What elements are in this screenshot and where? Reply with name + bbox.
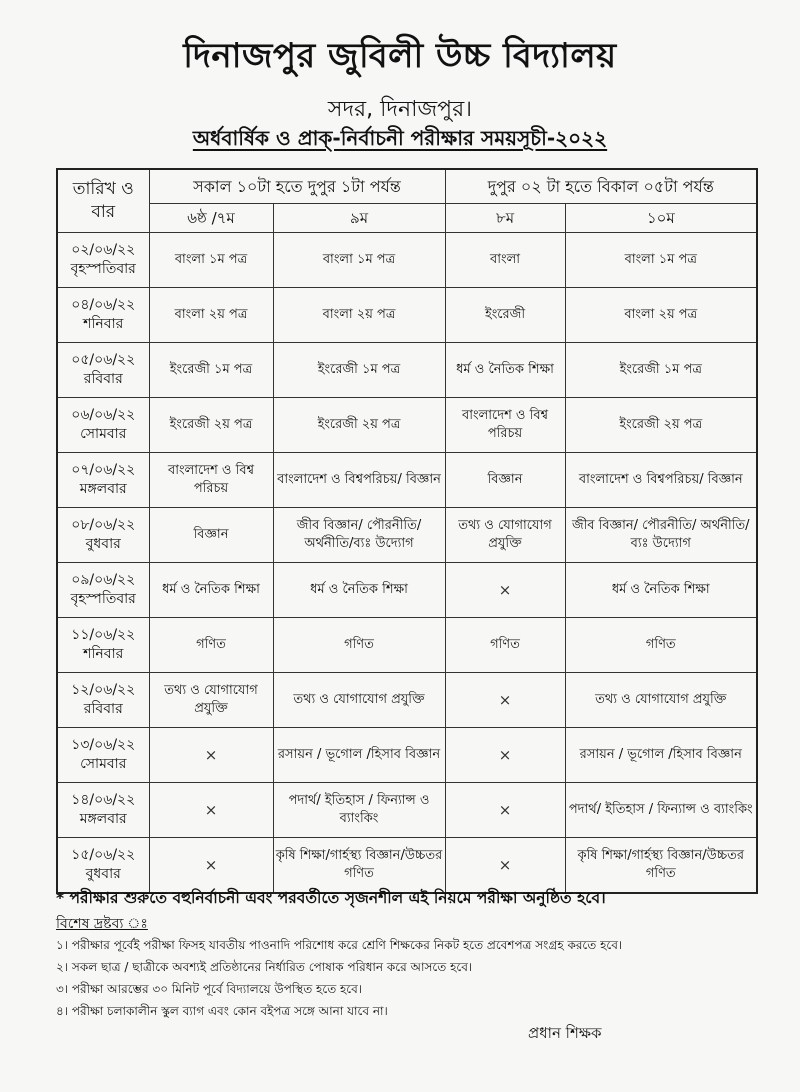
subject-cell-c9: কৃষি শিক্ষা/গার্হস্থ্য বিজ্ঞান/উচ্চতর গণিত — [273, 838, 445, 893]
subject-cell-c9: ইংরেজী ২য় পত্র — [273, 398, 445, 453]
subject-cell-c9: বাংলাদেশ ও বিশ্বপরিচয়/ বিজ্ঞান — [273, 453, 445, 508]
subject-cell-c8: তথ্য ও যোগাযোগ প্রযুক্তি — [445, 508, 565, 563]
date-cell — [57, 508, 149, 563]
afternoon-session-header: দুপুর ০২ টা হতে বিকাল ০৫টা পর্যন্ত — [445, 169, 757, 204]
schedule-body — [57, 233, 757, 893]
date-cell — [57, 563, 149, 618]
subject-cell-c10: বাংলা ১ম পত্র — [565, 233, 757, 288]
subject-cell-c9: জীব বিজ্ঞান/ পৌরনীতি/ অর্থনীতি/ব্যঃ উদ্যোগ — [273, 508, 445, 563]
exam-date: ১৪/০৬/২২ — [71, 792, 136, 809]
exam-date: ০৪/০৬/২২ — [71, 297, 136, 314]
subject-cell-c9: ধর্ম ও নৈতিক শিক্ষা — [273, 563, 445, 618]
exam-date: ১৫/০৬/২২ — [71, 846, 136, 863]
table-row — [57, 398, 757, 453]
exam-day: শনিবার — [83, 316, 124, 332]
subject-cell-c67: × — [149, 838, 273, 893]
subject-cell-c8: গণিত — [445, 618, 565, 673]
class-header-9: ৯ম — [273, 204, 445, 233]
instruction-item: ২। সকল ছাত্র / ছাত্রীকে অবশ্যই প্রতিষ্ঠানের নির্ধারিত পোষাক পরিধান করে আসতে হবে। — [56, 960, 473, 974]
exam-day: বুধবার — [85, 865, 121, 882]
exam-date: ০৯/০৬/২২ — [71, 572, 136, 589]
subject-cell-c67: × — [149, 728, 273, 783]
exam-schedule-table — [56, 168, 758, 894]
exam-day: শনিবার — [83, 646, 124, 662]
subject-cell-c10: বাংলাদেশ ও বিশ্বপরিচয়/ বিজ্ঞান — [565, 453, 757, 508]
exam-title-text: অর্ধবার্ষিক ও প্রাক্-নির্বাচনী পরীক্ষার সময়সূচী-২০২২ — [192, 126, 608, 150]
subject-cell-c67: বাংলা ১ম পত্র — [149, 233, 273, 288]
subject-cell-c8: × — [445, 563, 565, 618]
subject-cell-c10: রসায়ন / ভূগোল /হিসাব বিজ্ঞান — [565, 728, 757, 783]
special-instructions-heading: বিশেষ দ্রষ্টব্য ঃ — [56, 916, 148, 932]
table-row — [57, 728, 757, 783]
exam-day: বুধবার — [85, 536, 121, 552]
subject-cell-c8: ইংরেজী — [445, 288, 565, 343]
table-row — [57, 673, 757, 728]
subject-cell-c8: × — [445, 838, 565, 893]
subject-cell-c8: বাংলাদেশ ও বিশ্ব পরিচয় — [445, 398, 565, 453]
subject-cell-c67: তথ্য ও যোগাযোগ প্রযুক্তি — [149, 673, 273, 728]
date-column-header: তারিখ ও বার — [57, 169, 149, 233]
date-cell — [57, 618, 149, 673]
table-row — [57, 288, 757, 343]
date-cell — [57, 673, 149, 728]
exam-date: ০৬/০৬/২২ — [71, 407, 136, 424]
subject-cell-c10: তথ্য ও যোগাযোগ প্রযুক্তি — [565, 673, 757, 728]
exam-date: ১১/০৬/২২ — [71, 627, 136, 644]
exam-day: রবিবার — [83, 371, 123, 387]
subject-cell-c9: গণিত — [273, 618, 445, 673]
table-row — [57, 233, 757, 288]
school-address: সদর, দিনাজপুর। — [327, 97, 473, 122]
table-row — [57, 453, 757, 508]
date-cell — [57, 233, 149, 288]
exam-day: রবিবার — [83, 701, 123, 717]
subject-cell-c10: ধর্ম ও নৈতিক শিক্ষা — [565, 563, 757, 618]
date-cell — [57, 398, 149, 453]
subject-cell-c10: জীব বিজ্ঞান/ পৌরনীতি/ অর্থনীতি/ব্যঃ উদ্যোগ — [565, 508, 757, 563]
instruction-item: ৪। পরীক্ষা চলাকালীন স্কুল ব্যাগ এবং কোন বইপত্র সঙ্গে আনা যাবে না। — [56, 1004, 388, 1018]
subject-cell-c67: × — [149, 783, 273, 838]
instruction-list — [56, 934, 776, 1022]
subject-cell-c67: ইংরেজী ১ম পত্র — [149, 343, 273, 398]
instruction-item: ৩। পরীক্ষা আরম্ভের ৩০ মিনিট পূর্বে বিদ্যালয়ে উপস্থিত হতে হবে। — [56, 982, 363, 996]
date-cell — [57, 728, 149, 783]
exam-day: বৃহস্পতিবার — [70, 261, 136, 277]
exam-day: মঙ্গলবার — [79, 481, 127, 497]
exam-date: ০৮/০৬/২২ — [71, 517, 136, 534]
table-row — [57, 783, 757, 838]
subject-cell-c8: × — [445, 673, 565, 728]
subject-cell-c10: গণিত — [565, 618, 757, 673]
subject-cell-c67: ধর্ম ও নৈতিক শিক্ষা — [149, 563, 273, 618]
subject-cell-c8: বিজ্ঞান — [445, 453, 565, 508]
table-row — [57, 343, 757, 398]
subject-cell-c8: ধর্ম ও নৈতিক শিক্ষা — [445, 343, 565, 398]
subject-cell-c67: গণিত — [149, 618, 273, 673]
class-header-6-7: ৬ষ্ঠ /৭ম — [149, 204, 273, 233]
date-cell — [57, 783, 149, 838]
date-cell — [57, 453, 149, 508]
table-row — [57, 563, 757, 618]
subject-cell-c67: বিজ্ঞান — [149, 508, 273, 563]
morning-session-header: সকাল ১০টা হতে দুপুর ১টা পর্যন্ত — [149, 169, 445, 204]
class-header-10: ১০ম — [565, 204, 757, 233]
school-name: দিনাজপুর জুবিলী উচ্চ বিদ্যালয় — [183, 36, 617, 76]
exam-day: সোমবার — [80, 756, 127, 772]
subject-cell-c10: পদার্থ/ ইতিহাস / ফিন্যান্স ও ব্যাংকিং — [565, 783, 757, 838]
table-row — [57, 508, 757, 563]
subject-cell-c8: বাংলা — [445, 233, 565, 288]
exam-date: ০৫/০৬/২২ — [71, 352, 136, 369]
date-cell — [57, 838, 149, 893]
subject-cell-c9: রসায়ন / ভূগোল /হিসাব বিজ্ঞান — [273, 728, 445, 783]
subject-cell-c67: বাংলা ২য় পত্র — [149, 288, 273, 343]
table-row — [57, 618, 757, 673]
instruction-item: ১। পরীক্ষার পূর্বেই পরীক্ষা ফিসহ যাবতীয় পাওনাদি পরিশোধ করে শ্রেণি শিক্ষকের নিকট হতে প্রবেশপত্র সংগ্রহ করতে হবে। — [56, 938, 623, 952]
exam-day: বৃহস্পতিবার — [70, 591, 136, 607]
exam-date: ১৩/০৬/২২ — [71, 737, 136, 754]
subject-cell-c67: ইংরেজী ২য় পত্র — [149, 398, 273, 453]
headmaster-signature: প্রধান শিক্ষক — [528, 1024, 602, 1042]
exam-date: ০২/০৬/২২ — [71, 242, 136, 259]
date-cell — [57, 288, 149, 343]
exam-day: সোমবার — [80, 426, 127, 442]
subject-cell-c10: ইংরেজী ১ম পত্র — [565, 343, 757, 398]
subject-cell-c10: বাংলা ২য় পত্র — [565, 288, 757, 343]
subject-cell-c9: বাংলা ২য় পত্র — [273, 288, 445, 343]
subject-cell-c8: × — [445, 728, 565, 783]
exam-note: * পরীক্ষার শুরুতে বহুনির্বাচনী এবং পরবর্তীতে সৃজনশীল এই নিয়মে পরীক্ষা অনুষ্ঠিত হবে। — [56, 889, 606, 907]
table-row — [57, 838, 757, 893]
subject-cell-c10: ইংরেজী ২য় পত্র — [565, 398, 757, 453]
subject-cell-c9: পদার্থ/ ইতিহাস / ফিন্যান্স ও ব্যাংকিং — [273, 783, 445, 838]
subject-cell-c10: কৃষি শিক্ষা/গার্হস্থ্য বিজ্ঞান/উচ্চতর গণিত — [565, 838, 757, 893]
exam-title — [0, 124, 800, 157]
subject-cell-c9: ইংরেজী ১ম পত্র — [273, 343, 445, 398]
subject-cell-c9: তথ্য ও যোগাযোগ প্রযুক্তি — [273, 673, 445, 728]
subject-cell-c9: বাংলা ১ম পত্র — [273, 233, 445, 288]
class-header-8: ৮ম — [445, 204, 565, 233]
subject-cell-c8: × — [445, 783, 565, 838]
exam-date: ০৭/০৬/২২ — [71, 462, 136, 479]
date-cell — [57, 343, 149, 398]
exam-date: ১২/০৬/২২ — [71, 682, 136, 699]
subject-cell-c67: বাংলাদেশ ও বিশ্ব পরিচয় — [149, 453, 273, 508]
exam-day: মঙ্গলবার — [79, 811, 127, 827]
